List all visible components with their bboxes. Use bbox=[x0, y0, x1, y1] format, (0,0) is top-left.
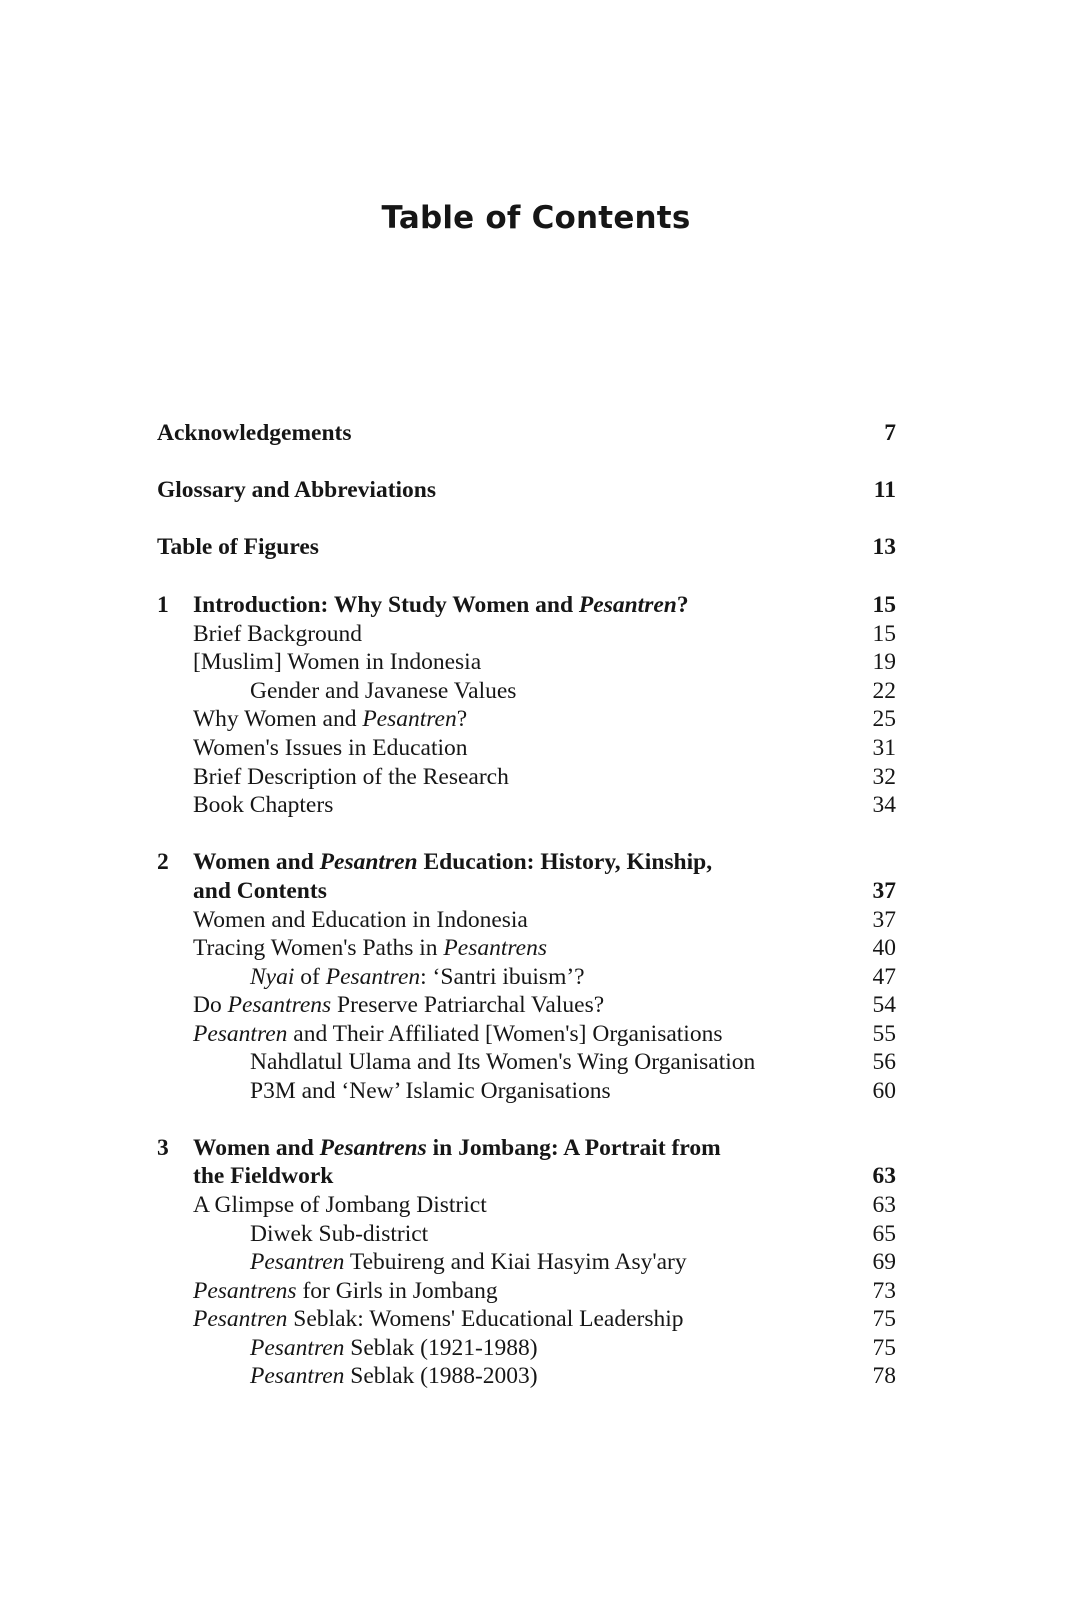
toc-chapter-2[interactable] bbox=[0, 847, 1072, 877]
toc-section[interactable] bbox=[0, 704, 1072, 734]
section-title: Why Women and Pesantren? bbox=[193, 706, 468, 732]
toc-page-number: 60 bbox=[872, 1078, 896, 1104]
toc-page-number: 56 bbox=[872, 1049, 896, 1075]
toc-section[interactable] bbox=[0, 647, 1072, 677]
toc-page-number: 55 bbox=[872, 1021, 896, 1047]
toc-page-number: 37 bbox=[872, 878, 896, 904]
chapter-title: Women and Pesantrens in Jombang: A Portrait from bbox=[193, 1135, 721, 1161]
section-title: Women's Issues in Education bbox=[193, 735, 468, 761]
toc-page-number: 40 bbox=[872, 935, 896, 961]
toc-entry-acknowledgements[interactable] bbox=[0, 418, 1072, 448]
section-title: Nahdlatul Ulama and Its Women's Wing Organisation bbox=[250, 1049, 756, 1075]
toc-section[interactable] bbox=[0, 933, 1072, 963]
section-title: Nyai of Pesantren: ‘Santri ibuism’? bbox=[250, 964, 585, 990]
toc-subsection[interactable] bbox=[0, 1076, 1072, 1106]
toc-section[interactable] bbox=[0, 1019, 1072, 1049]
toc-section[interactable] bbox=[0, 762, 1072, 792]
toc-entry-title: Acknowledgements bbox=[157, 420, 352, 446]
page-title: Table of Contents bbox=[381, 200, 691, 236]
chapter-number: 3 bbox=[157, 1135, 169, 1161]
toc-section[interactable] bbox=[0, 619, 1072, 649]
section-title: Tracing Women's Paths in Pesantrens bbox=[193, 935, 547, 961]
toc-page-number: 13 bbox=[872, 534, 896, 560]
toc-entry-title: Table of Figures bbox=[157, 534, 319, 560]
section-title: Pesantren Seblak (1921-1988) bbox=[250, 1335, 538, 1361]
toc-section[interactable] bbox=[0, 1190, 1072, 1220]
section-title: Pesantren Seblak (1988-2003) bbox=[250, 1363, 538, 1389]
chapter-number: 1 bbox=[157, 592, 169, 618]
toc-chapter-1[interactable] bbox=[0, 590, 1072, 620]
toc-chapter-3[interactable] bbox=[0, 1133, 1072, 1163]
toc-page-number: 54 bbox=[872, 992, 896, 1018]
toc-page-number: 69 bbox=[872, 1249, 896, 1275]
toc-subsection[interactable] bbox=[0, 1219, 1072, 1249]
section-title: Pesantren and Their Affiliated [Women's] Organisations bbox=[193, 1021, 723, 1047]
toc-section[interactable] bbox=[0, 905, 1072, 935]
chapter-title: the Fieldwork bbox=[193, 1163, 334, 1189]
toc-page-number: 37 bbox=[872, 907, 896, 933]
section-title: [Muslim] Women in Indonesia bbox=[193, 649, 482, 675]
toc-section[interactable] bbox=[0, 1276, 1072, 1306]
section-title: Women and Education in Indonesia bbox=[193, 907, 528, 933]
toc-chapter-3-continued[interactable] bbox=[0, 1161, 1072, 1191]
section-title: Do Pesantrens Preserve Patriarchal Values? bbox=[193, 992, 605, 1018]
chapter-title: and Contents bbox=[193, 878, 327, 904]
section-title: Gender and Javanese Values bbox=[250, 678, 517, 704]
toc-page-number: 73 bbox=[872, 1278, 896, 1304]
toc-subsection[interactable] bbox=[0, 676, 1072, 706]
toc-page-number: 34 bbox=[872, 792, 896, 818]
toc-page-number: 15 bbox=[872, 592, 896, 618]
toc-page-number: 31 bbox=[872, 735, 896, 761]
toc-page-number: 11 bbox=[873, 477, 896, 503]
section-title: Book Chapters bbox=[193, 792, 334, 818]
section-title: Diwek Sub-district bbox=[250, 1221, 429, 1247]
toc-section[interactable] bbox=[0, 790, 1072, 820]
toc-subsection[interactable] bbox=[0, 1361, 1072, 1391]
toc-subsection[interactable] bbox=[0, 1247, 1072, 1277]
toc-subsection[interactable] bbox=[0, 1333, 1072, 1363]
toc-page-number: 15 bbox=[872, 621, 896, 647]
toc-entry-glossary[interactable] bbox=[0, 475, 1072, 505]
toc-page-number: 78 bbox=[872, 1363, 896, 1389]
toc-page-number: 75 bbox=[872, 1335, 896, 1361]
section-title: A Glimpse of Jombang District bbox=[193, 1192, 487, 1218]
toc-page-number: 65 bbox=[872, 1221, 896, 1247]
chapter-title: Introduction: Why Study Women and Pesantren? bbox=[193, 592, 689, 618]
toc-page-number: 75 bbox=[872, 1306, 896, 1332]
toc-entry-title: Glossary and Abbreviations bbox=[157, 477, 437, 503]
toc-page-number: 32 bbox=[872, 764, 896, 790]
toc-page-number: 19 bbox=[872, 649, 896, 675]
toc-page-number: 63 bbox=[872, 1163, 896, 1189]
toc-page-number: 22 bbox=[872, 678, 896, 704]
toc-page-number: 63 bbox=[872, 1192, 896, 1218]
section-title: Pesantren Tebuireng and Kiai Hasyim Asy'ary bbox=[250, 1249, 687, 1275]
section-title: Pesantren Seblak: Womens' Educational Leadership bbox=[193, 1306, 684, 1332]
toc-page-number: 47 bbox=[872, 964, 896, 990]
section-title: Brief Description of the Research bbox=[193, 764, 509, 790]
section-title: P3M and ‘New’ Islamic Organisations bbox=[250, 1078, 611, 1104]
toc-page-number: 7 bbox=[884, 420, 896, 446]
section-title: Pesantrens for Girls in Jombang bbox=[193, 1278, 498, 1304]
toc-subsection[interactable] bbox=[0, 962, 1072, 992]
toc-page-number: 25 bbox=[872, 706, 896, 732]
toc-section[interactable] bbox=[0, 733, 1072, 763]
chapter-title: Women and Pesantren Education: History, Kinship, bbox=[193, 849, 713, 875]
toc-subsection[interactable] bbox=[0, 1047, 1072, 1077]
section-title: Brief Background bbox=[193, 621, 363, 647]
toc-section[interactable] bbox=[0, 990, 1072, 1020]
toc-entry-table-of-figures[interactable] bbox=[0, 532, 1072, 562]
toc-section[interactable] bbox=[0, 1304, 1072, 1334]
toc-chapter-2-continued[interactable] bbox=[0, 876, 1072, 906]
chapter-number: 2 bbox=[157, 849, 169, 875]
